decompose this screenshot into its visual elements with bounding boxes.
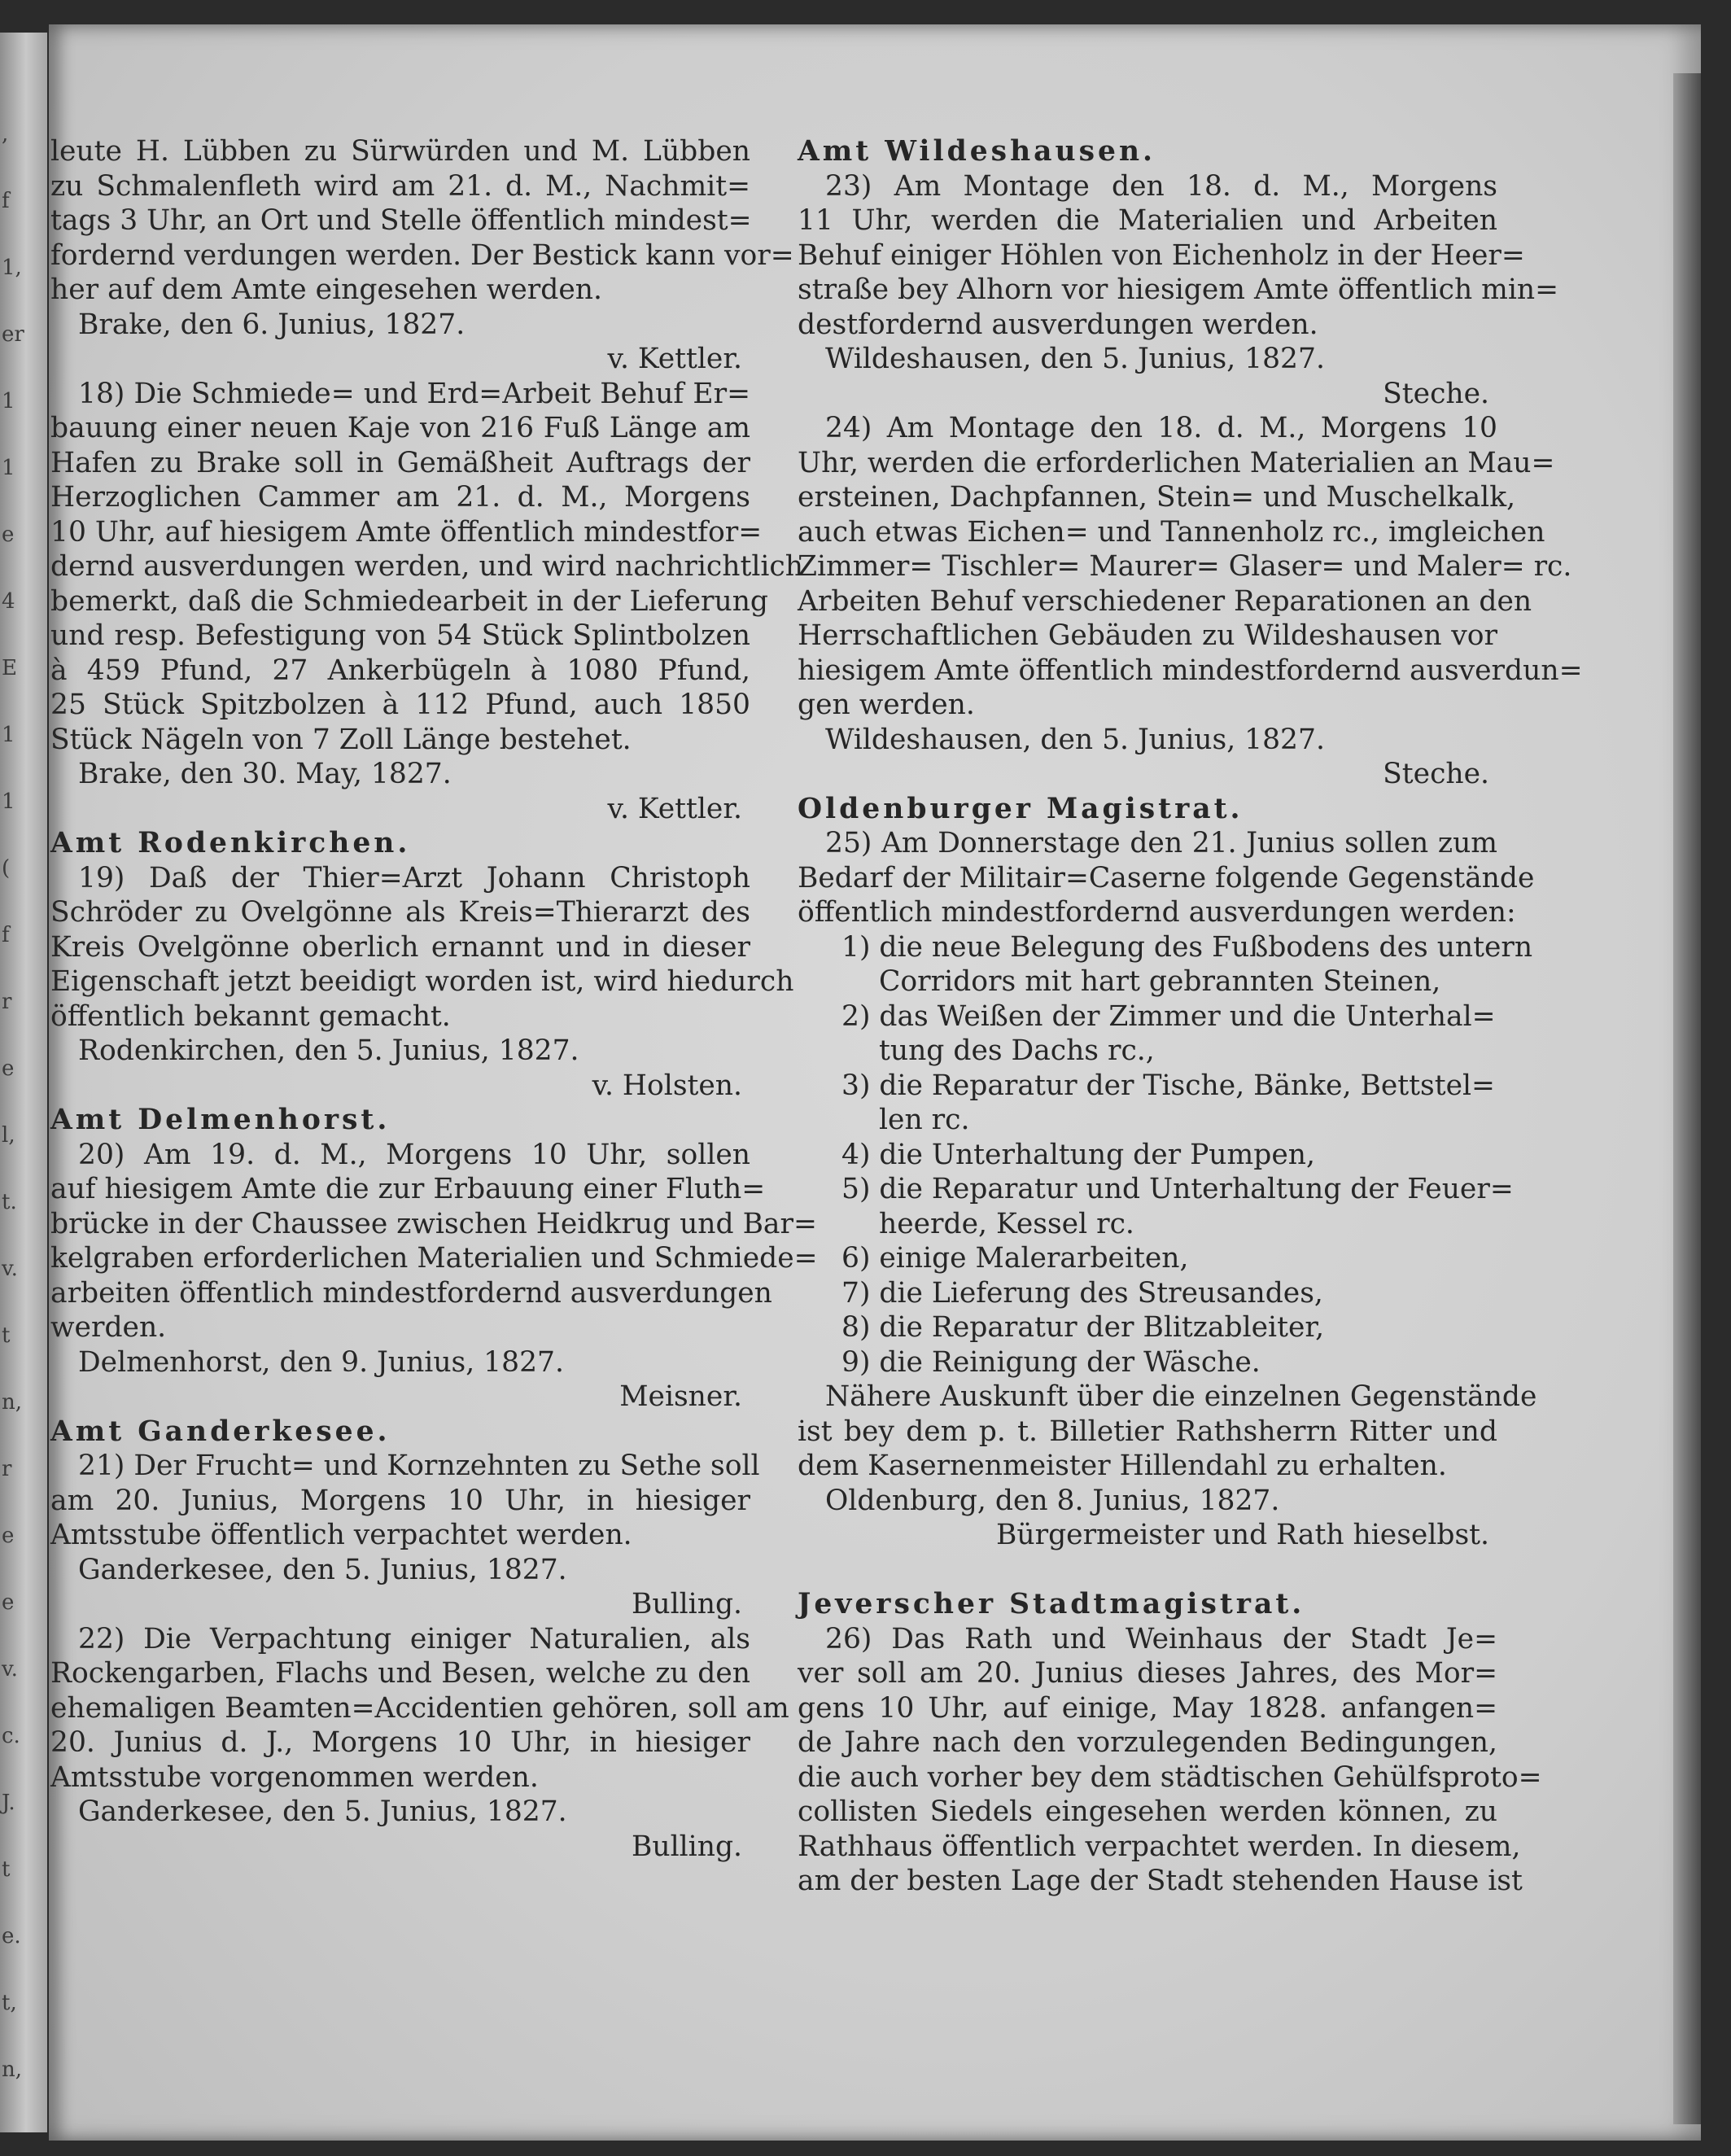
text-line: Schröder zu Ovelgönne als Kreis=Thierarzt des [50,896,750,929]
text-line: 8) die Reparatur der Blitzableiter, [841,1311,1325,1344]
margin-fragment: ( [2,856,11,881]
text-line: Rathhaus öffentlich verpachtet werden. In diesem, [798,1830,1521,1863]
section-heading: Amt Rodenkirchen. [50,827,411,859]
margin-fragment: er [2,322,24,347]
newspaper-page [49,24,1701,2141]
text-line: bemerkt, daß die Schmiedearbeit in der Lieferung [50,584,769,618]
margin-fragment: 1 [2,789,15,814]
signature-line: Meisner. [619,1380,742,1413]
margin-fragment: t, [2,1991,17,2015]
text-line: Nähere Auskunft über die einzelnen Gegenstände [825,1380,1537,1413]
left-column [49,134,818,1864]
text-line: 10 Uhr, auf hiesigem Amte öffentlich mindestfor= [50,515,763,549]
signature-line: Steche. [1383,758,1489,790]
text-line: dernd ausverdungen werden, und wird nachrichtlich [50,550,803,583]
text-line: 7) die Lieferung des Streusandes, [841,1276,1323,1310]
text-line: Herzoglichen Cammer am 21. d. M., Morgens [50,481,750,514]
text-line: 1) die neue Belegung des Fußbodens des untern [841,930,1533,964]
margin-fragment: 1, [2,256,22,280]
text-line: 22) Die Verpachtung einiger Naturalien, als [78,1622,750,1655]
text-line: 25) Am Donnerstage den 21. Junius sollen zum [825,827,1497,859]
text-line: leute H. Lübben zu Sürwürden und M. Lübben [50,135,750,168]
text-line: 3) die Reparatur der Tische, Bänke, Bettstel= [841,1069,1495,1102]
section-heading: Amt Delmenhorst. [50,1104,391,1136]
margin-fragment: e [2,1056,15,1081]
text-line: gens 10 Uhr, auf einige, May 1828. anfangen= [798,1691,1497,1725]
margin-fragment: E [2,656,17,680]
text-line: 23) Am Montage den 18. d. M., Morgens [825,169,1497,203]
section-heading: Jeverscher Stadtmagistrat. [798,1588,1305,1620]
text-line: tags 3 Uhr, an Ort und Stelle öffentlich mindest= [50,204,752,237]
text-line: Eigenschaft jetzt beeidigt worden ist, wird hiedurch [50,965,794,998]
text-line: collisten Siedels eingesehen werden können, zu [798,1795,1497,1828]
text-line: Amtsstube vorgenommen werden. [50,1760,539,1794]
text-line: die auch vorher bey dem städtischen Gehülfsproto= [798,1760,1542,1794]
text-line: 5) die Reparatur und Unterhaltung der Feuer= [841,1173,1514,1205]
margin-fragment: t. [2,1190,17,1214]
text-line: Brake, den 6. Junius, 1827. [78,308,466,341]
text-line: Hafen zu Brake soll in Gemäßheit Auftrags der [50,446,750,479]
text-line: 6) einige Malerarbeiten, [841,1242,1189,1275]
margin-fragment: , [2,122,9,147]
margin-fragment: e [2,523,15,547]
text-line: ehemaligen Beamten=Accidentien gehören, soll am [50,1691,789,1725]
margin-fragment: n, [2,1390,23,1415]
text-line: ver soll am 20. Junius dieses Jahres, des Mor= [798,1657,1497,1690]
margin-fragment: r [2,990,12,1014]
text-line: de Jahre nach den vorzulegenden Bedingungen, [798,1726,1497,1759]
text-line: 18) Die Schmiede= und Erd=Arbeit Behuf Er= [78,377,750,410]
text-line: Amtsstube öffentlich verpachtet werden. [50,1519,632,1551]
margin-fragment: f [2,923,10,947]
text-line: gen werden. [798,689,975,721]
text-line: 11 Uhr, werden die Materialien und Arbeiten [798,204,1497,237]
text-line: am der besten Lage der Stadt stehenden Hause ist [798,1865,1523,1897]
text-line: brücke in der Chaussee zwischen Heidkrug und Bar= [50,1207,817,1240]
text-line: bauung einer neuen Kaje von 216 Fuß Länge am [50,412,750,444]
margin-fragment: 1 [2,456,15,480]
text-line: 2) das Weißen der Zimmer und die Unterhal= [841,999,1496,1033]
text-line: 21) Der Frucht= und Kornzehnten zu Sethe soll [78,1450,760,1482]
text-line: arbeiten öffentlich mindestfordernd ausverdungen [50,1276,772,1310]
margin-fragment: J. [2,1791,15,1815]
margin-fragment: l, [2,1123,15,1148]
text-line: Rockengarben, Flachs und Besen, welche zu den [50,1657,750,1690]
margin-fragment: c. [2,1724,20,1748]
text-line: Ganderkesee, den 5. Junius, 1827. [78,1795,567,1828]
margin-fragment: v. [2,1657,18,1682]
text-line: dem Kasernenmeister Hillendahl zu erhalten. [798,1450,1447,1482]
text-line: 26) Das Rath und Weinhaus der Stadt Je= [825,1622,1497,1655]
text-line: straße bey Alhorn vor hiesigem Amte öffentlich min= [798,273,1559,306]
text-line: Brake, den 30. May, 1827. [78,758,452,790]
text-line: auf hiesigem Amte die zur Erbauung einer Fluth= [50,1173,766,1205]
text-line: 20. Junius d. J., Morgens 10 Uhr, in hiesiger [50,1726,750,1759]
text-line: Oldenburg, den 8. Junius, 1827. [825,1484,1280,1517]
text-line: Wildeshausen, den 5. Junius, 1827. [825,343,1325,375]
text-line: am 20. Junius, Morgens 10 Uhr, in hiesiger [50,1484,750,1517]
text-line: fordernd verdungen werden. Der Bestick kann vor= [50,238,794,272]
text-line: Behuf einiger Höhlen von Eichenholz in der Heer= [798,238,1525,272]
text-line: 4) die Unterhaltung der Pumpen, [841,1138,1315,1171]
margin-fragment: v. [2,1257,18,1281]
text-line: Rodenkirchen, den 5. Junius, 1827. [78,1034,579,1067]
text-line: Stück Nägeln von 7 Zoll Länge bestehet. [50,723,632,756]
margin-fragment: 4 [2,589,15,614]
signature-line: Bulling. [632,1588,742,1620]
text-line: auch etwas Eichen= und Tannenholz rc., imgleichen [798,515,1545,549]
section-heading: Amt Wildeshausen. [798,135,1156,168]
text-line: à 459 Pfund, 27 Ankerbügeln à 1080 Pfund, [50,654,750,687]
text-line: Arbeiten Behuf verschiedener Reparationen an den [798,584,1532,618]
margin-fragment: r [2,1457,12,1481]
text-line: Kreis Ovelgönne oberlich ernannt und in dieser [50,930,750,964]
text-line: 9) die Reinigung der Wäsche. [841,1345,1261,1379]
signature-line: v. Kettler. [607,792,742,825]
text-line: öffentlich bekannt gemacht. [50,999,451,1033]
margin-fragment: t [2,1323,11,1348]
margin-fragment: t [2,1857,11,1882]
text-line: Delmenhorst, den 9. Junius, 1827. [78,1345,564,1379]
text-line: 20) Am 19. d. M., Morgens 10 Uhr, sollen [78,1138,750,1171]
text-line: werden. [50,1311,167,1344]
text-line: heerde, Kessel rc. [879,1207,1134,1240]
text-line: Uhr, werden die erforderlichen Materialien an Mau= [798,446,1555,479]
margin-fragment: e. [2,1924,21,1948]
text-line: Zimmer= Tischler= Maurer= Glaser= und Maler= rc. [798,550,1572,583]
text-line: hiesigem Amte öffentlich mindestfordernd ausverdun= [798,654,1583,687]
signature-line: v. Holsten. [592,1069,742,1102]
text-line: Wildeshausen, den 5. Junius, 1827. [825,723,1325,756]
section-heading: Amt Ganderkesee. [50,1415,391,1448]
text-line: 24) Am Montage den 18. d. M., Morgens 10 [825,412,1497,444]
margin-fragment: 1 [2,389,15,413]
page-fore-edge [1673,73,1701,2124]
text-line: 25 Stück Spitzbolzen à 112 Pfund, auch 1850 [50,689,750,721]
section-heading: Oldenburger Magistrat. [798,792,1244,825]
text-line: len rc. [879,1104,970,1136]
previous-page-edge [0,33,47,2132]
text-line: Herrschaftlichen Gebäuden zu Wildeshausen vor [798,619,1497,652]
signature-line: v. Kettler. [607,343,742,375]
text-line: kelgraben erforderlichen Materialien und Schmiede= [50,1242,818,1275]
margin-fragment: f [2,189,10,213]
margin-fragment: e [2,1590,15,1615]
text-line: Bedarf der Militair=Caserne folgende Gegenstände [798,861,1535,894]
text-line: Corridors mit hart gebrannten Steinen, [879,965,1441,998]
margin-fragment: n, [2,2058,23,2082]
text-line: zu Schmalenfleth wird am 21. d. M., Nachmit= [50,169,750,203]
text-line: destfordernd ausverdungen werden. [798,308,1318,341]
text-line: und resp. Befestigung von 54 Stück Splintbolzen [50,619,750,652]
right-column [798,134,1583,1899]
text-line: her auf dem Amte eingesehen werden. [50,273,602,306]
margin-fragment: 1 [2,723,15,747]
text-line [798,1553,1497,1588]
margin-fragment: e [2,1524,15,1548]
signature-line: Bürgermeister und Rath hieselbst. [996,1519,1489,1551]
text-line: tung des Dachs rc., [879,1034,1155,1067]
text-line: öffentlich mindestfordernd ausverdungen werden: [798,896,1516,929]
signature-line: Steche. [1383,377,1489,410]
signature-line: Bulling. [632,1830,742,1863]
text-line: ersteinen, Dachpfannen, Stein= und Muschelkalk, [798,481,1516,514]
text-line: Ganderkesee, den 5. Junius, 1827. [78,1553,567,1586]
text-line: ist bey dem p. t. Billetier Rathsherrn Ritter und [798,1415,1497,1448]
text-line: 19) Daß der Thier=Arzt Johann Christoph [78,861,750,894]
